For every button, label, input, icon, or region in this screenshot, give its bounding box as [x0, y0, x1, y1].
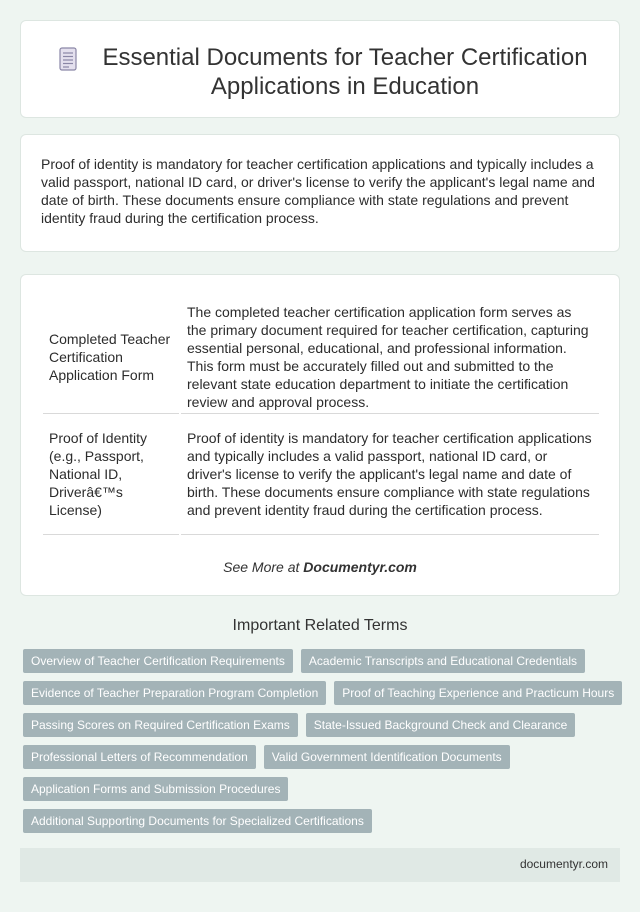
documents-table — [43, 301, 599, 535]
summary-text: Proof of identity is mandatory for teacher certification applications and typically includes a valid passport, national ID card, or driver's license to verify the applicant's legal name and date of birth. These documents ensure compliance with state regulations and prevent identity fraud during the certification process. — [41, 156, 595, 226]
footer — [20, 848, 620, 882]
table-description: Proof of identity is mandatory for teacher certification applications and typically includes a valid passport, national ID card, or driver's license to verify the applicant's legal name and date of birth. These documents ensure compliance with state regulations and prevent identity fraud during the certification process. — [180, 414, 599, 535]
header-card — [20, 20, 620, 118]
related-term-tag[interactable]: Proof of Teaching Experience and Practicum Hours — [334, 681, 622, 705]
related-terms-list — [23, 649, 623, 833]
table-term: Proof of Identity (e.g., Passport, National ID, Driverâ€™s License) — [43, 414, 180, 535]
related-term-tag[interactable]: Overview of Teacher Certification Requirements — [23, 649, 293, 673]
footer-site-link[interactable]: documentyr.com — [519, 857, 608, 871]
related-term-tag[interactable]: Academic Transcripts and Educational Credentials — [301, 649, 585, 673]
see-more-prefix: See More at — [223, 559, 304, 575]
see-more-site: Documentyr.com — [303, 559, 417, 575]
related-term-tag[interactable]: Passing Scores on Required Certification Exams — [23, 713, 298, 737]
table-description: The completed teacher certification application form serves as the primary document required for teacher certification, capturing essential personal, educational, and professional information. This form must be accurately filled out and submitted to the relevant state education department to initiate the certification review and approval process. — [180, 301, 599, 414]
related-term-tag[interactable]: Evidence of Teacher Preparation Program Completion — [23, 681, 326, 705]
related-term-tag[interactable]: State-Issued Background Check and Clearance — [306, 713, 575, 737]
related-term-tag[interactable]: Additional Supporting Documents for Specialized Certifications — [23, 809, 372, 833]
table-term: Completed Teacher Certification Application Form — [43, 301, 180, 414]
table-row — [43, 301, 599, 414]
related-term-tag[interactable]: Application Forms and Submission Procedures — [23, 777, 288, 801]
table-row — [43, 414, 599, 535]
summary-card — [20, 134, 620, 252]
related-terms-title: Important Related Terms — [232, 617, 408, 634]
page-title: Essential Documents for Teacher Certification Applications in Education — [102, 44, 588, 100]
related-term-tag[interactable]: Professional Letters of Recommendation — [23, 745, 256, 769]
document-icon — [59, 47, 77, 71]
documents-table-card — [20, 274, 620, 596]
related-term-tag[interactable]: Valid Government Identification Documents — [264, 745, 510, 769]
see-more-link[interactable] — [21, 559, 619, 575]
